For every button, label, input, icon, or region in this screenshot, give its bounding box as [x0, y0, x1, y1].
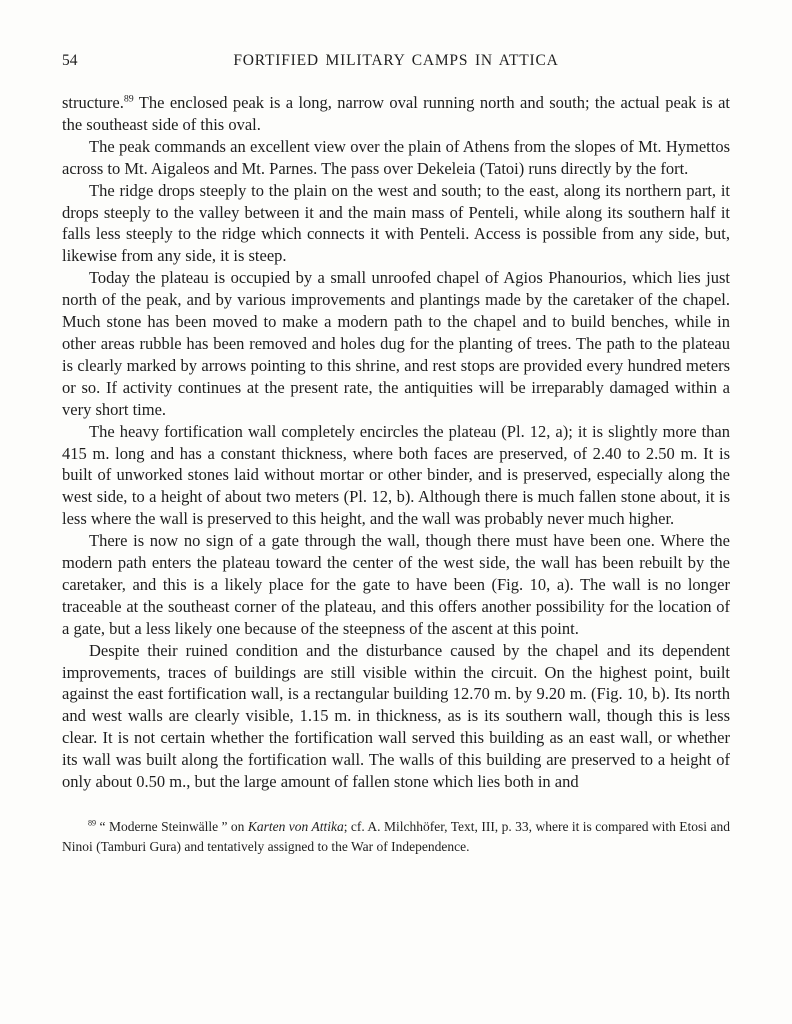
paragraph: [62, 640, 730, 793]
footnote: [62, 817, 730, 857]
text-segment: The heavy fortification wall completely encircles the plateau (Pl. 12, a); it is slightly more than 415 m. long and has a constant thickness, where both faces are preserved, of 2.40 to 2.50 m. It is built of unworked stones laid without mortar or other binder, and is preserved, especially along the west side, to a height of about two meters (Pl. 12, b). Although there is much fallen stone about, it is less where the wall is preserved to this height, and the wall was probably never much higher.: [62, 421, 730, 529]
text-segment: The ridge drops steeply to the plain on the west and south; to the east, along its northern part, it drops steeply to the valley between it and the main mass of Penteli, while along its southern half it falls less steeply to the ridge which connects it with Penteli. Access is possible from any side, but, likewise from any side, it is steep.: [62, 180, 730, 266]
italic-text: Karten von Attika: [247, 819, 344, 834]
text-segment: The peak commands an excellent view over the plain of Athens from the slopes of Mt. Hymettos across to Mt. Aigaleos and Mt. Parnes. The pass over Dekeleia (Tatoi) runs directly by the fort.: [62, 136, 730, 178]
text-segment: ; cf. A. Milchhöfer, Text, III, p. 33, where it is compared with Etosi and Ninoi (Tamburi Gura) and tentatively assigned to the War of Independence.: [62, 819, 730, 854]
paragraph: [62, 421, 730, 531]
paragraph: [62, 180, 730, 268]
footnote-reference-marker: 89: [123, 93, 134, 105]
running-head: [62, 52, 730, 72]
body-paragraphs: [62, 92, 730, 793]
text-segment: There is now no sign of a gate through the wall, though there must have been one. Where the modern path enters the plateau toward the center of the west side, the wall has been rebuilt by the caretaker, and this is a likely place for the gate to have been (Fig. 10, a). The wall is no longer traceable at the southeast corner of the plateau, and this offers another possibility for the location of a gate, but a less likely one because of the steepness of the ascent at this point.: [62, 531, 730, 638]
text-segment: The enclosed peak is a long, narrow oval running north and south; the actual peak is at the southeast side of this oval.: [62, 93, 730, 134]
text-segment: Today the plateau is occupied by a small unroofed chapel of Agios Phanourios, which lies just north of the peak, and by various improvements and plantings made by the caretaker of the chapel. Much stone has been moved to make a modern path to the chapel and to build benches, while in other areas rubble has been removed and holes dug for the planting of trees. The path to the plateau is clearly marked by arrows pointing to this shrine, and rest stops are provided every hundred meters or so. If activity continues at the present rate, the antiquities will be irreparably damaged within a very short time.: [62, 268, 730, 419]
text-segment: “ Moderne Steinwälle ” on: [96, 819, 248, 834]
paragraph: [62, 530, 730, 640]
page-title: FORTIFIED MILITARY CAMPS IN ATTICA: [233, 52, 559, 69]
text-segment: structure.: [62, 93, 124, 112]
paragraph: [62, 92, 730, 136]
text-segment: Despite their ruined condition and the disturbance caused by the chapel and its dependent improvements, traces of buildings are still visible within the circuit. On the highest point, built against the east fortification wall, is a rectangular building 12.70 m. by 9.20 m. (Fig. 10, b). Its north and west walls are clearly visible, 1.15 m. in thickness, as is its southern wall, though this is less clear. It is not certain whether the fortification wall served this building as an east wall, or whether its wall was built along the fortification wall. The walls of this building are preserved to a height of only about 0.50 m., but the large amount of fallen stone which lies both in and: [62, 640, 730, 792]
paragraph: [62, 267, 730, 420]
page-number: 54: [62, 52, 78, 69]
paragraph: [62, 136, 730, 180]
footnote-reference-marker: 89: [88, 818, 97, 828]
